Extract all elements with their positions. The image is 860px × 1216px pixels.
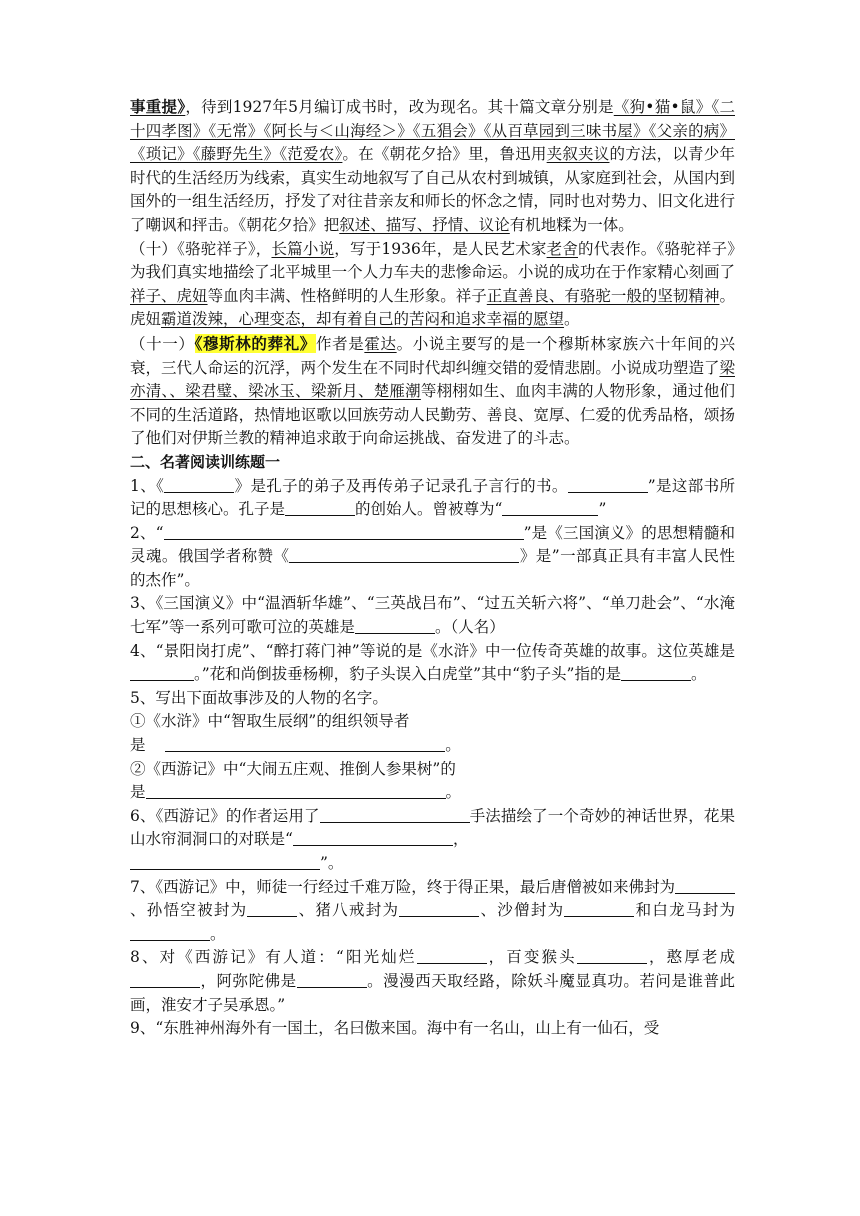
question-5-item-1-answer: [130, 734, 735, 758]
answer-blank[interactable]: [621, 664, 691, 681]
answer-blank[interactable]: [164, 523, 524, 540]
section-heading: 二、名著阅读训练题一: [130, 452, 281, 471]
question-6: [130, 805, 735, 876]
question-7: [130, 876, 735, 947]
text: 。在《朝花夕拾》里，鲁迅用: [342, 145, 547, 164]
text: 》是孔子的弟子及再传弟子记录孔子言行的书。: [234, 476, 568, 495]
question-4: [130, 640, 735, 687]
question-5-item-1: [130, 710, 735, 734]
text: ”是这部书所记的思想核心。孔子是: [130, 476, 735, 519]
text: 》是”一部真正具有丰富人民性的杰作”。: [130, 547, 735, 589]
author-name: 老舍: [546, 239, 578, 258]
answer-blank[interactable]: [293, 829, 453, 846]
text: ”。: [320, 854, 344, 872]
characters: 祥子、虎妞: [130, 286, 208, 305]
text: 有机地糅为一体。: [509, 215, 634, 234]
text: ”是《三国演义》的思想精髓和灵魂。俄国学者称赞《: [130, 523, 735, 566]
question-3: [130, 592, 735, 639]
text: 。: [690, 665, 707, 684]
text: ，写于1936年，是人民艺术家: [334, 239, 547, 258]
text: 的创始人。曾被尊为“: [355, 500, 503, 519]
text: ，憨厚老成: [646, 948, 735, 967]
question-9: [130, 1017, 735, 1041]
text: 的方法，以青少年时代的生活经历为线索，真实生动地叙写了自己从农村到城镇，从家庭到社会，从国内到国外的一组生活经历，抒发了对往昔亲友和师长的怀念之情，同时也对势力、旧文化进行了嘲讽和抨击。《朝花夕拾》把: [130, 145, 735, 234]
text: ②《西游记》中“大闹五庄观、推倒人参果树”的: [130, 759, 456, 778]
text: 7、《西游记》中，师徒一行经过千难万险，终于得正果，最后唐僧被如来佛封为: [130, 877, 675, 896]
answer-blank[interactable]: [568, 476, 648, 493]
genre-term: 长篇小说: [271, 239, 335, 258]
text: 。漫漫西天取经路，除妖斗魔显真功。若问是谁普此画，淮安才子吴承恩。”: [130, 971, 735, 1014]
text: ，阿弥陀佛是: [200, 971, 297, 990]
question-8: [130, 946, 735, 1017]
trait-xiangzi: 正直善良、有骆驼一般的坚韧精神: [486, 286, 720, 305]
highlighted-book-title: 《穆斯林的葬礼》: [194, 333, 316, 353]
answer-blank[interactable]: [130, 853, 320, 870]
answer-blank[interactable]: [297, 971, 367, 988]
answer-blank[interactable]: [130, 971, 200, 988]
question-5-item-2: [130, 758, 735, 782]
techniques-term: 叙述、描写、抒情、议论: [339, 215, 510, 234]
answer-blank[interactable]: [417, 947, 487, 964]
answer-blank[interactable]: [577, 947, 647, 964]
answer-blank[interactable]: [247, 900, 297, 917]
text: （十）《骆驼祥子》，: [130, 239, 272, 258]
text: 和白龙马封为: [634, 901, 735, 920]
section-10: [130, 238, 735, 332]
method-term: 夹叙夹议: [546, 145, 610, 164]
text: 2、“: [130, 523, 164, 542]
text: 作者是: [315, 334, 365, 353]
question-2: [130, 522, 735, 593]
text: 。”花和尚倒拔垂杨柳，豹子头误入白虎堂”其中“豹子头”指的是: [194, 665, 621, 684]
trait-huniu: 霸道泼辣，心理变态，却有着自己的苦闷和追求幸福的愿望: [161, 310, 565, 329]
author-name: 霍达: [364, 334, 397, 353]
intro-paragraph: [130, 95, 735, 238]
answer-blank[interactable]: [165, 735, 445, 752]
text: 是: [130, 783, 146, 802]
text: ，待到1927年5月编订成书时，改为现名。其十篇文章分别是: [185, 98, 614, 116]
text: ”: [598, 500, 607, 519]
text: ，百变猴头: [486, 948, 577, 967]
text: 、猪八戒封为: [297, 901, 400, 920]
answer-blank[interactable]: [130, 924, 210, 941]
text: 5、写出下面故事涉及的人物的名字。: [130, 688, 388, 707]
answer-blank[interactable]: [564, 900, 634, 917]
chapter-list: 《狗•猫•鼠》《二十四孝图》《无常》《阿长与＜山海经＞》《五猖会》《从百草园到三味书屋》《父亲的病》《琐记》《藤野先生》《范爱农》: [130, 98, 735, 164]
text: 的代表作。《骆驼祥子》为我们真实地描绘了北平城里一个人力车夫的悲惨命运。小说的成功在于作家精心刻画了: [130, 239, 735, 282]
text: 8、对《西游记》有人道：“阳光灿烂: [130, 948, 417, 967]
text: 。（人名）: [434, 618, 505, 637]
text: 。: [564, 310, 580, 329]
text: ①《水浒》中“智取生辰纲”的组织领导者: [130, 712, 410, 731]
text: 。: [445, 783, 462, 802]
section-11: [130, 332, 735, 451]
text: 3、《三国演义》中“温酒斩华雄”、“三英战吕布”、“过五关斩六将”、“单刀赴会”、“水淹七军”等一系列可歌可泣的英雄是: [130, 594, 735, 637]
text: 、孙悟空被封为: [130, 901, 248, 920]
characters: 梁亦清、、梁君璧、梁冰玉、梁新月、楚雁潮: [130, 358, 735, 401]
text: 1、《: [130, 476, 165, 495]
answer-blank[interactable]: [320, 806, 470, 823]
text: 9、“东胜神州海外有一国土，名曰傲来国。海中有一名山，山上有一仙石，受: [130, 1019, 660, 1038]
text: 是: [130, 736, 146, 755]
text: 。: [210, 924, 226, 943]
text: 6、《西游记》的作者运用了: [130, 806, 320, 825]
text: 。小说主要写的是一个穆斯林家族六十年间的兴衰，三代人命运的沉浮，两个发生在不同时代却纠缠交错的爱情悲剧。小说成功塑造了: [130, 334, 735, 377]
title-tail: 事重提》: [130, 97, 186, 116]
answer-blank[interactable]: [285, 499, 355, 516]
answer-blank[interactable]: [289, 546, 519, 563]
question-5-item-2-answer: [130, 781, 735, 805]
text: 。虎妞: [130, 286, 735, 329]
answer-blank[interactable]: [355, 617, 435, 634]
text: 等血肉丰满、性格鲜明的人生形象。祥子: [207, 286, 487, 305]
answer-blank[interactable]: [130, 664, 194, 681]
text: 手法描绘了一个奇妙的神话世界，花果山水帘洞洞口的对联是“: [130, 806, 735, 849]
text: ，: [452, 830, 469, 849]
question-5: [130, 687, 735, 711]
answer-blank[interactable]: [399, 900, 479, 917]
document-page: [130, 95, 735, 1041]
text: 4、“景阳岗打虎”、“醉打蒋门神”等说的是《水浒》中一位传奇英雄的故事。这位英雄是: [130, 641, 735, 660]
answer-blank[interactable]: [502, 499, 598, 516]
answer-blank[interactable]: [675, 877, 735, 894]
text: （十一）: [130, 334, 195, 353]
text: 。: [445, 736, 461, 755]
answer-blank[interactable]: [164, 476, 234, 493]
answer-blank[interactable]: [146, 782, 446, 799]
question-1: [130, 475, 735, 522]
text: 、沙僧封为: [479, 901, 565, 920]
text: 等栩栩如生、血肉丰满的人物形象，通过他们不同的生活道路，热情地讴歌以回族劳动人民勤劳、善良、宽厚、仁爱的优秀品格，颂扬了他们对伊斯兰教的精神追求敢于向命运挑战、奋发进了的斗志。: [130, 382, 735, 448]
